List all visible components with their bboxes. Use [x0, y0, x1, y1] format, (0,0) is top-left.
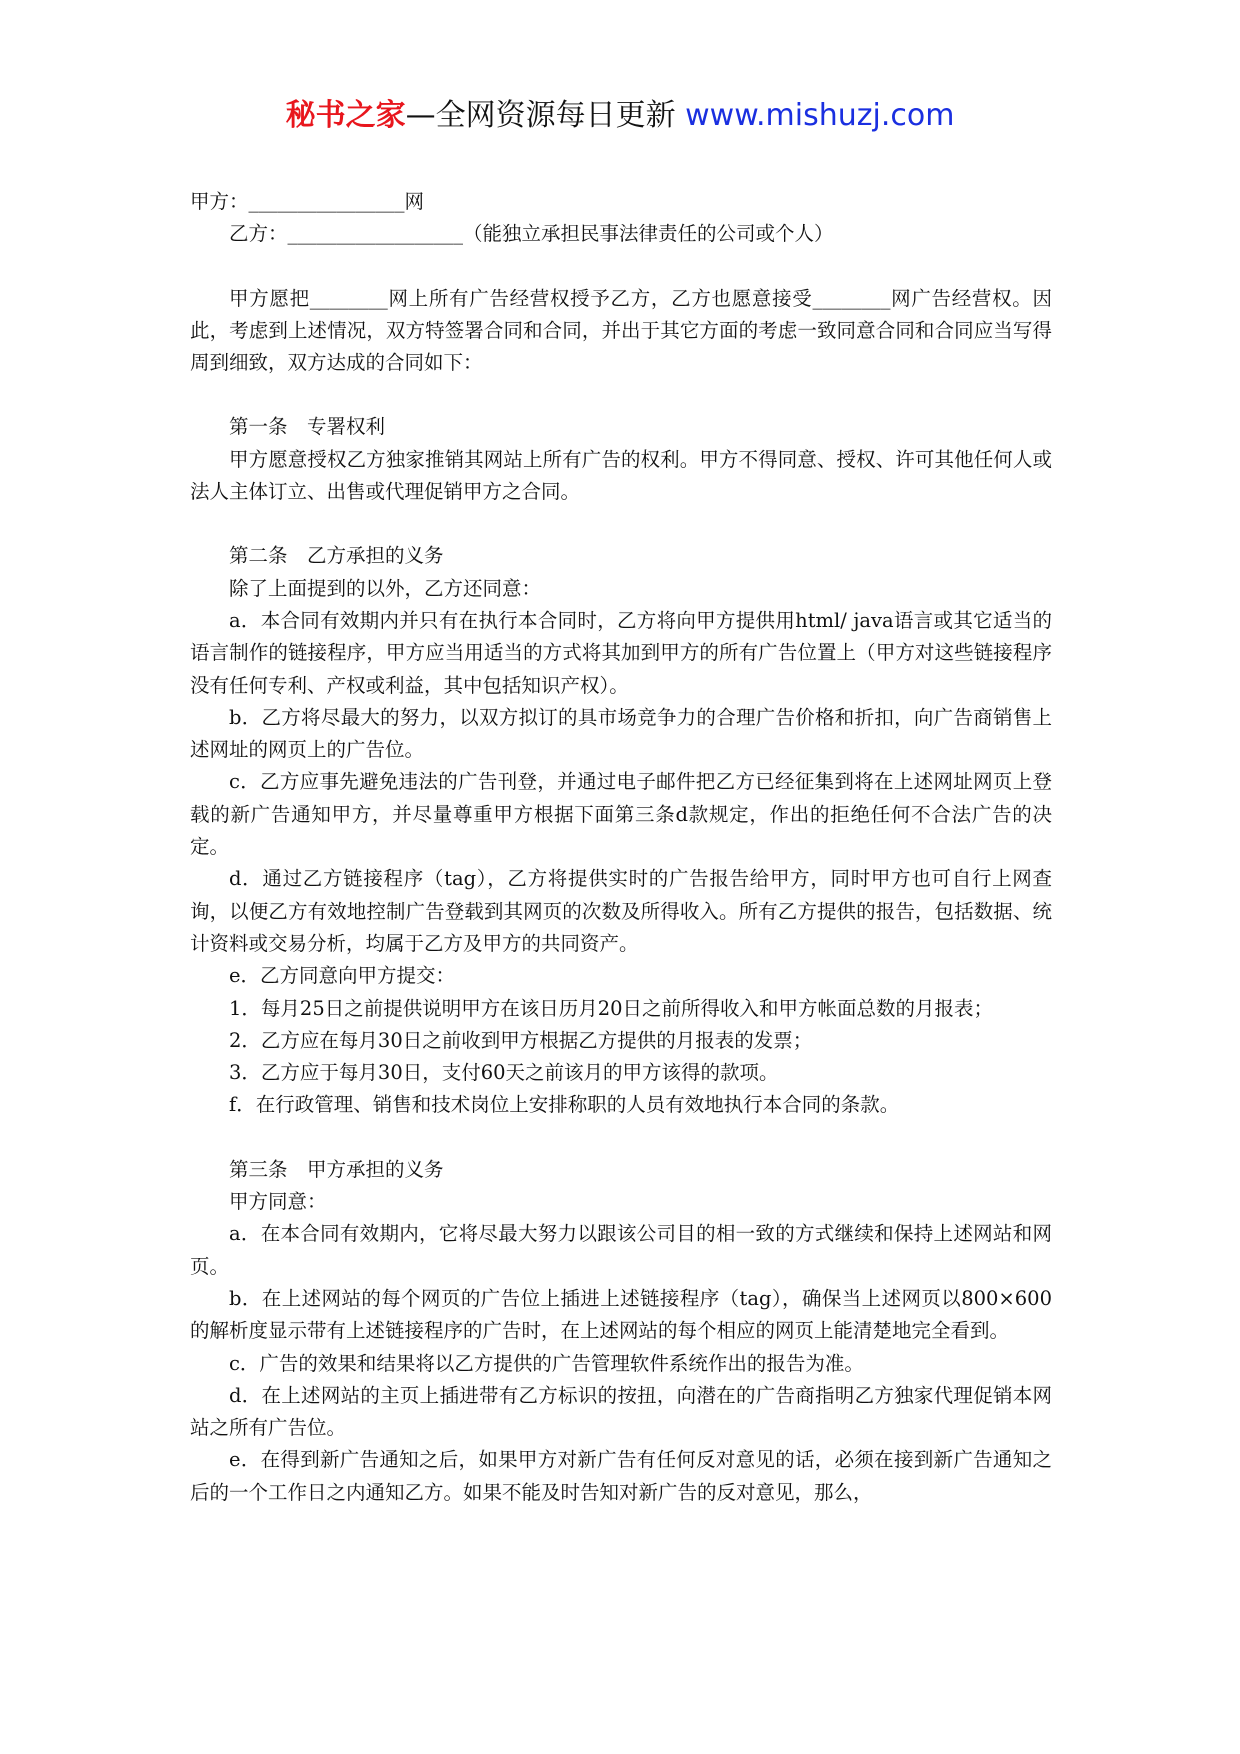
article3-clause-d: d．在上述网站的主页上插进带有乙方标识的按扭，向潜在的广告商指明乙方独家代理促销本网站之所有广告位。: [190, 1383, 1052, 1440]
article3-clause-b: b．在上述网站的每个网页的广告位上插进上述链接程序（tag），确保当上述网页以800×600的解析度显示带有上述链接程序的广告时，在上述网站的每个相应的网页上能清楚地完全看到。: [190, 1286, 1052, 1343]
article3-clause-a: a．在本合同有效期内，它将尽最大努力以跟该公司目的相一致的方式继续和保持上述网站和网页。: [190, 1222, 1052, 1278]
article2-clause-c: c．乙方应事先避免违法的广告刊登，并通过电子邮件把乙方已经征集到将在上述网址网页上登载的新广告通知甲方，并尽量尊重甲方根据下面第三条d款规定，作出的拒绝任何不合法广告的决定。: [190, 770, 1052, 859]
preamble-paragraph: 甲方愿把________网上所有广告经营权授予乙方，乙方也愿意接受________网广告经营权。因此，考虑到上述情况，双方特签署合同和合同，并出于其它方面的考虑一致同意合同和合同应当写得周到细致，双方达成的合同如下：: [190, 286, 1052, 375]
banner-url-link[interactable]: www.mishuzj.com: [685, 98, 955, 133]
article2-clause-e: e．乙方同意向甲方提交：: [229, 964, 456, 988]
spacer: [190, 1122, 1052, 1154]
article2-intro: 除了上面提到的以外，乙方还同意：: [229, 576, 542, 600]
spacer: [190, 508, 1052, 540]
spacer: [190, 379, 1052, 411]
article2-clause-e1: 1．每月25日之前提供说明甲方在该日历月20日之前所得收入和甲方帐面总数的月报表；: [229, 996, 994, 1020]
article1-body: 甲方愿意授权乙方独家推销其网站上所有广告的权利。甲方不得同意、授权、许可其他任何人或法人主体订立、出售或代理促销甲方之合同。: [190, 447, 1052, 504]
banner-slogan: —全网资源每日更新: [405, 98, 686, 133]
contract-document: [190, 186, 1052, 1509]
party-b-line: 乙方：__________________（能独立承担民事法律责任的公司或个人）: [229, 222, 834, 246]
article3-title: 第三条 甲方承担的义务: [229, 1157, 444, 1181]
article3-clause-e: e．在得到新广告通知之后，如果甲方对新广告有任何反对意见的话，必须在接到新广告通知之后的一个工作日之内通知乙方。如果不能及时告知对新广告的反对意见，那么，: [190, 1448, 1052, 1504]
article2-title: 第二条 乙方承担的义务: [229, 544, 444, 568]
article3-clause-c: c．广告的效果和结果将以乙方提供的广告管理软件系统作出的报告为准。: [229, 1351, 864, 1375]
article2-clause-f: f．在行政管理、销售和技术岗位上安排称职的人员有效地执行本合同的条款。: [229, 1093, 900, 1117]
spacer: [190, 251, 1052, 283]
article2-clause-e3: 3．乙方应于每月30日，支付60天之前该月的甲方该得的款项。: [229, 1061, 779, 1085]
banner-brand: 秘书之家: [285, 98, 406, 133]
site-banner: [0, 96, 1240, 136]
article2-clause-e2: 2．乙方应在每月30日之前收到甲方根据乙方提供的月报表的发票；: [229, 1028, 813, 1052]
article2-clause-a: a．本合同有效期内并只有在执行本合同时，乙方将向甲方提供用html/ java语言或其它适当的语言制作的链接程序，甲方应当用适当的方式将其加到甲方的所有广告位置上（甲方对这些链接程序没有任何专利、产权或利益，其中包括知识产权）。: [190, 608, 1052, 697]
article2-clause-d: d．通过乙方链接程序（tag），乙方将提供实时的广告报告给甲方，同时甲方也可自行上网查询，以便乙方有效地控制广告登载到其网页的次数及所得收入。所有乙方提供的报告，包括数据、统计资料或交易分析，均属于乙方及甲方的共同资产。: [190, 867, 1052, 955]
article3-intro: 甲方同意：: [229, 1190, 327, 1214]
article2-clause-b: b．乙方将尽最大的努力，以双方拟订的具市场竞争力的合理广告价格和折扣，向广告商销售上述网址的网页上的广告位。: [190, 705, 1052, 762]
article1-title: 第一条 专署权利: [229, 415, 386, 439]
party-a-line: 甲方：________________网: [190, 190, 425, 213]
